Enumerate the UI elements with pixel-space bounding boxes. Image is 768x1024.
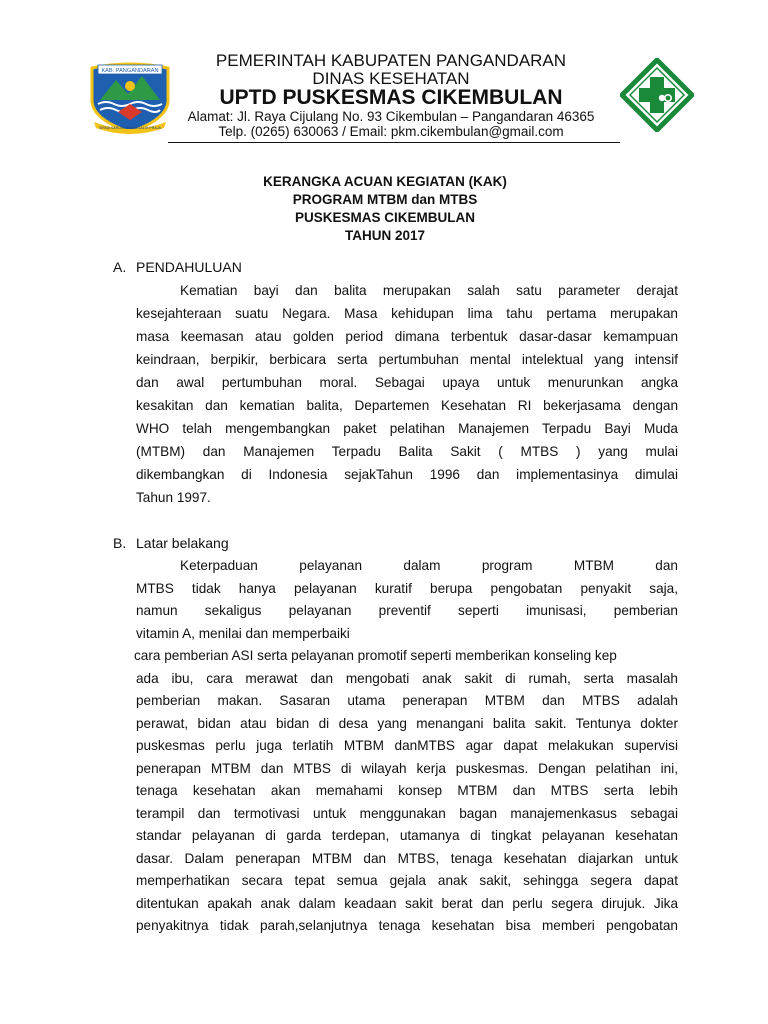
- section-a-title: PENDAHULUAN: [136, 259, 242, 275]
- document-title-line-2: PROGRAM MTBM dan MTBS: [292, 192, 478, 207]
- paragraph-line: MTBS tidak hanya pelayanan kuratif berupa pengobatan penyakit saja,: [136, 580, 678, 596]
- section-a-letter: A.: [113, 259, 127, 275]
- paragraph-line: ada ibu, cara merawat dan mengobati anak sakit di rumah, serta masalah: [136, 670, 678, 686]
- section-a-paragraph: [136, 279, 678, 509]
- paragraph-line: memperhatikan secara tepat semua gejala anak sakit, sehingga segera dapat: [136, 873, 678, 888]
- paragraph-line: WHO telah mengembangkan paket pelatihan Manajemen Terpadu Bayi Muda: [136, 421, 678, 436]
- paragraph-line: [136, 555, 678, 578]
- emblem-banner-text: KAB. PANGANDARAN: [101, 68, 159, 74]
- document-title-line-4: TAHUN 2017: [344, 228, 426, 243]
- paragraph-line: (MTBM) dan Manajemen Terpadu Balita Sakit ( MTBS ) yang mulai: [136, 444, 678, 459]
- paragraph-line: ditentukan apakah anak dalam keadaan sakit berat dan perlu segera dirujuk. Jika: [136, 895, 678, 911]
- letterhead-agency: DINAS KESEHATAN: [312, 69, 470, 88]
- paragraph-line: terampil dan termotivasi untuk menggunakan bagan manajemenkasus sebagai: [136, 805, 678, 821]
- puskesmas-cross-icon: [620, 58, 694, 132]
- letterhead-government: PEMERINTAH KABUPATEN PANGANDARAN: [215, 51, 567, 70]
- paragraph-line: penyakitnya tidak parah,selanjutnya tenaga kesehatan bisa memberi pengobatan: [136, 918, 678, 933]
- paragraph-line: masa keemasan atau golden period dimana terbentuk dasar-dasar kemampuan: [136, 329, 678, 344]
- letterhead-address: Alamat: Jl. Raya Cijulang No. 93 Cikembulan – Pangandaran 46365: [187, 109, 595, 124]
- letterhead-rule: [168, 142, 620, 143]
- paragraph-line: vitamin A, menilai dan memperbaiki: [136, 625, 350, 641]
- paragraph-line: dikembangkan di Indonesia sejakTahun 1996 dan implementasinya dimulai: [136, 467, 678, 482]
- paragraph-line: dan awal pertumbuhan moral. Sebagai upaya untuk menurunkan angka: [136, 375, 678, 390]
- document-title-line-1: KERANGKA ACUAN KEGIATAN (KAK): [263, 174, 507, 189]
- paragraph-line: tenaga kesehatan akan memahami konsep MTBM dan MTBS serta lebih: [136, 783, 678, 798]
- paragraph-line: Tahun 1997.: [136, 490, 211, 505]
- section-a-heading: [113, 259, 242, 275]
- section-b-heading: [113, 535, 229, 551]
- paragraph-line: puskesmas perlu juga terlatih MTBM danMTBS agar dapat melakukan supervisi: [136, 738, 678, 753]
- section-b-paragraph: [136, 555, 678, 938]
- section-b-title: Latar belakang: [136, 535, 229, 551]
- letterhead-contact: Telp. (0265) 630063 / Email: pkm.cikembulan@gmail.com: [218, 124, 564, 139]
- paragraph-line: dasar. Dalam penerapan MTBM dan MTBS, tenaga kesehatan diajarkan untuk: [136, 850, 678, 866]
- paragraph-line: perawat, bidan atau bidan di desa yang menangani balita sakit. Tentunya dokter: [136, 715, 678, 731]
- regency-emblem-icon: [88, 58, 172, 136]
- paragraph-line: standar pelayanan di garda terdepan, utamanya di tingkat pelayanan kesehatan: [136, 828, 678, 843]
- paragraph-line: kesejahteraan suatu Negara. Masa kehidupan lima tahu pertama merupakan: [136, 306, 678, 321]
- letterhead-institution: UPTD PUSKESMAS CIKEMBULAN: [219, 86, 563, 109]
- emblem-motto-text: SIRNA SARUGA MANGGALIH PRAJA: [99, 126, 161, 130]
- document-title-line-3: PUSKESMAS CIKEMBULAN: [294, 210, 475, 225]
- paragraph-line: kesakitan dan kematian balita, Departemen Kesehatan RI bekerjasama dengan: [136, 398, 678, 413]
- paragraph-line: cara pemberian ASI serta pelayanan promotif seperti memberikan konseling kep: [134, 648, 617, 663]
- paragraph-line: Kematian bayi dan balita merupakan salah satu parameter derajat: [180, 283, 678, 298]
- paragraph-line-text: Keterpaduan pelayanan dalam program MTBM dan: [180, 558, 678, 573]
- paragraph-line: namun sekaligus pelayanan preventif seperti imunisasi, pemberian: [136, 603, 678, 618]
- paragraph-line: keindraan, berpikir, berbicara serta pertumbuhan mental intelektual yang intensif: [136, 352, 678, 367]
- section-b-letter: B.: [113, 535, 127, 551]
- paragraph-line: penerapan MTBM dan MTBS di wilayah kerja puskesmas. Dengan pelatihan ini,: [136, 760, 678, 776]
- paragraph-line: pemberian makan. Sasaran utama penerapan MTBM dan MTBS adalah: [136, 693, 678, 708]
